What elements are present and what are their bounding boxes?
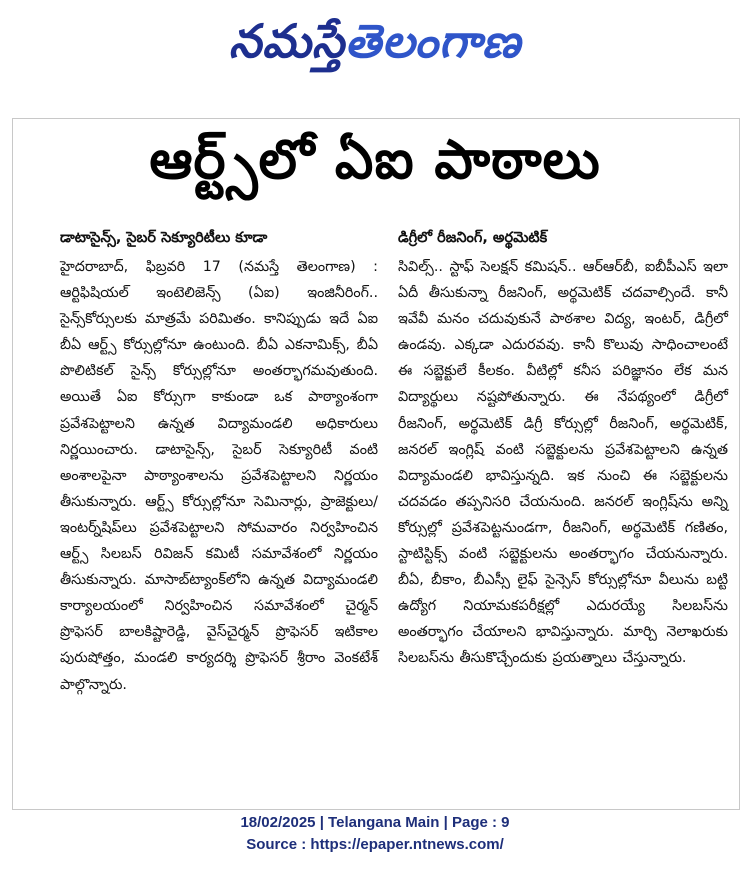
article-column-right: [398, 226, 728, 672]
right-subheading: డిగ్రీలో రీజనింగ్‌, అర్థమెటిక్‌: [398, 230, 548, 246]
left-paragraph: హైదరాబాద్‌, ఫిబ్రవరి 17 (నమస్తే తెలంగాణ) : ఆర్టిఫిషియల్‌ ఇంటెలిజెన్స్‌ (ఏఐ) ఇంజినీరింగ్‌.. సైన్స్‌కోర్సులకు మాత్రమే పరిమితం. కానిప్పుడు ఇదే ఏఐ బీఏ ఆర్ట్స్‌ కోర్సుల్లోనూ ఉంటుంది. బీఏ ఎకనామిక్స్‌, బీఏ పొలిటికల్‌ సైన్స్‌ కోర్సుల్లోనూ అంతర్భాగమవుతుంది. అయితే ఏఐ కోర్సుగా కాకుండా ఒక పాఠ్యాంశంగా ప్రవేశపెట్టాలని ఉన్నత విద్యామండలి అధికారులు నిర్ణయించారు. డాటాసైన్స్‌, సైబర్‌ సెక్యూరిటీ వంటి అంశాలపైనా పాఠ్యాంశాలను ప్రవేశపెట్టాలని నిర్ణయం తీసుకున్నారు. ఆర్ట్స్‌ కోర్సుల్లోనూ సెమినార్లు, ప్రాజెక్టులు/ ఇంటర్న్‌షిప్‌లు ప్రవేశపెట్టాలని సోమవారం నిర్వహించిన ఆర్ట్స్‌ సిలబస్‌ రివిజన్‌ కమిటీ సమావేశంలో నిర్ణయం తీసుకున్నారు. మాసాబ్‌ట్యాంక్‌లోని ఉన్నత విద్యామండలి కార్యాలయంలో నిర్వహించిన సమావేశంలో చైర్మన్‌ ప్రొఫెసర్‌ బాలకిష్టారెడ్డి, వైస్‌చైర్మన్‌ ప్రొఫెసర్‌ ఇటికాల పురుషోత్తం, మండలి కార్యదర్శి ప్రొఫెసర్‌ శ్రీరాం వెంకటేశ్‌ పాల్గొన్నారు.: [60, 259, 378, 693]
masthead: [0, 6, 750, 76]
logo-word-1: నమస్తే: [228, 14, 346, 68]
footer-date-edition: 18/02/2025 | Telangana Main | Page : 9: [240, 814, 510, 831]
right-paragraph: సివిల్స్‌.. స్టాఫ్‌ సెలక్షన్‌ కమిషన్‌.. ఆర్‌ఆర్‌బీ, ఐబీపీఎస్‌ ఇలా ఏదీ తీసుకున్నా రీజనింగ్‌, అర్థమెటిక్‌ చదవాల్సిందే. కానీ ఇవేవీ మనం చదువుకునే పాఠశాల విద్య, ఇంటర్‌, డిగ్రీలో ఉండవు. ఎక్కడా ఎదురవవు. కానీ కొలువు సాధించాలంటే ఈ సబ్జెక్టులే కీలకం. వీటిల్లో కనీస పరిజ్ఞానం లేక మన విద్యార్థులు నష్టపోతున్నారు. ఈ నేపథ్యంలో డిగ్రీలో రీజనింగ్‌, అర్థమెటిక్‌ డిగ్రీ కోర్సుల్లో రీజనింగ్‌, అర్థమెటిక్‌, జనరల్‌ ఇంగ్లిష్‌ వంటి సబ్జెక్టులను ప్రవేశపెట్టాలని ఉన్నత విద్యామండలి భావిస్తున్నది. ఇక నుంచి ఈ సబ్జెక్టులను చదవడం తప్పనిసరి చేయనుంది. జనరల్‌ ఇంగ్లిష్‌ను అన్ని కోర్సుల్లో ప్రవేశపెట్టనుండగా, రీజనింగ్‌, అర్థమెటిక్‌ గణితం, స్టాటిస్టిక్స్‌ వంటి సబ్జెక్టులను అంతర్భాగం చేయనున్నారు. బీఏ, బీకాం, బీఎస్సీ లైఫ్‌ సైన్సెస్‌ కోర్సుల్లోనూ వీలును బట్టి ఉద్యోగ నియామకపరీక్షల్లో ఎదురయ్యే సిలబస్‌ను అంతర్భాగం చేయాలని భావిస్తున్నారు. మార్చి నెలాఖరుకు సిలబస్‌ను తీసుకొచ్చేందుకు ప్రయత్నాలు చేస్తున్నారు.: [398, 259, 728, 667]
logo-word-2: తెలంగాణ: [345, 14, 522, 68]
right-body-text: [398, 254, 728, 672]
left-body-text: [60, 254, 378, 698]
newspaper-logo: [229, 6, 521, 76]
footer-source-link[interactable]: Source : https://epaper.ntnews.com/: [246, 836, 504, 853]
left-subheading: డాటాసైన్స్‌, సైబర్‌ సెక్యూరిటీలు కూడా: [60, 230, 268, 246]
article-column-left: [60, 226, 378, 698]
article-headline: ఆర్ట్స్‌లో ఏఐ పాఠాలు: [149, 128, 601, 191]
